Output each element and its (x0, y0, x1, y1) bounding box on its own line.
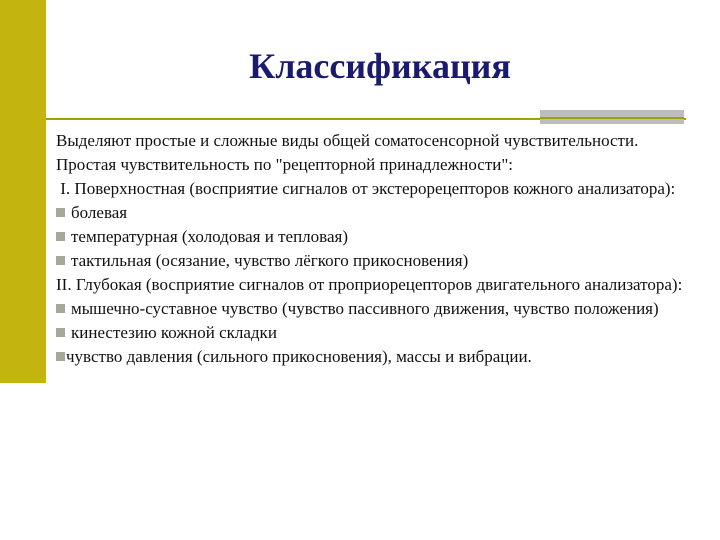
slide-body (56, 131, 692, 371)
square-bullet-icon (56, 256, 65, 265)
square-bullet-icon (56, 328, 65, 337)
list-item (56, 251, 692, 271)
divider-accent-line (540, 117, 684, 119)
list-item-text: мышечно-суставное чувство (чувство пассивного движения, чувство положения) (71, 299, 659, 318)
deep-heading: II. Глубокая (восприятие сигналов от проприорецепторов двигательного анализатора): (56, 275, 683, 294)
list-item (56, 299, 692, 319)
square-bullet-icon (56, 208, 65, 217)
list-item (56, 323, 692, 343)
square-bullet-icon (56, 232, 65, 241)
list-item-text: тактильная (осязание, чувство лёгкого прикосновения) (71, 251, 469, 270)
square-bullet-icon (56, 304, 65, 313)
list-item-text: кинестезию кожной складки (71, 323, 277, 342)
simple-sensitivity-paragraph: Простая чувствительность по "рецепторной принадлежности": (56, 155, 514, 174)
slide-title: Классификация (249, 46, 511, 86)
surface-heading: I. Поверхностная (восприятие сигналов от экстерорецепторов кожного анализатора): (56, 179, 676, 198)
list-item (56, 347, 692, 367)
list-item-text: чувство давления (сильного прикосновения), массы и вибрации. (66, 347, 532, 366)
square-bullet-icon (56, 352, 65, 361)
intro-paragraph: Выделяют простые и сложные виды общей соматосенсорной чувствительности. (56, 131, 639, 150)
list-item (56, 227, 692, 247)
list-item-text: болевая (71, 203, 128, 222)
list-item-text: температурная (холодовая и тепловая) (71, 227, 348, 246)
list-item (56, 203, 692, 223)
